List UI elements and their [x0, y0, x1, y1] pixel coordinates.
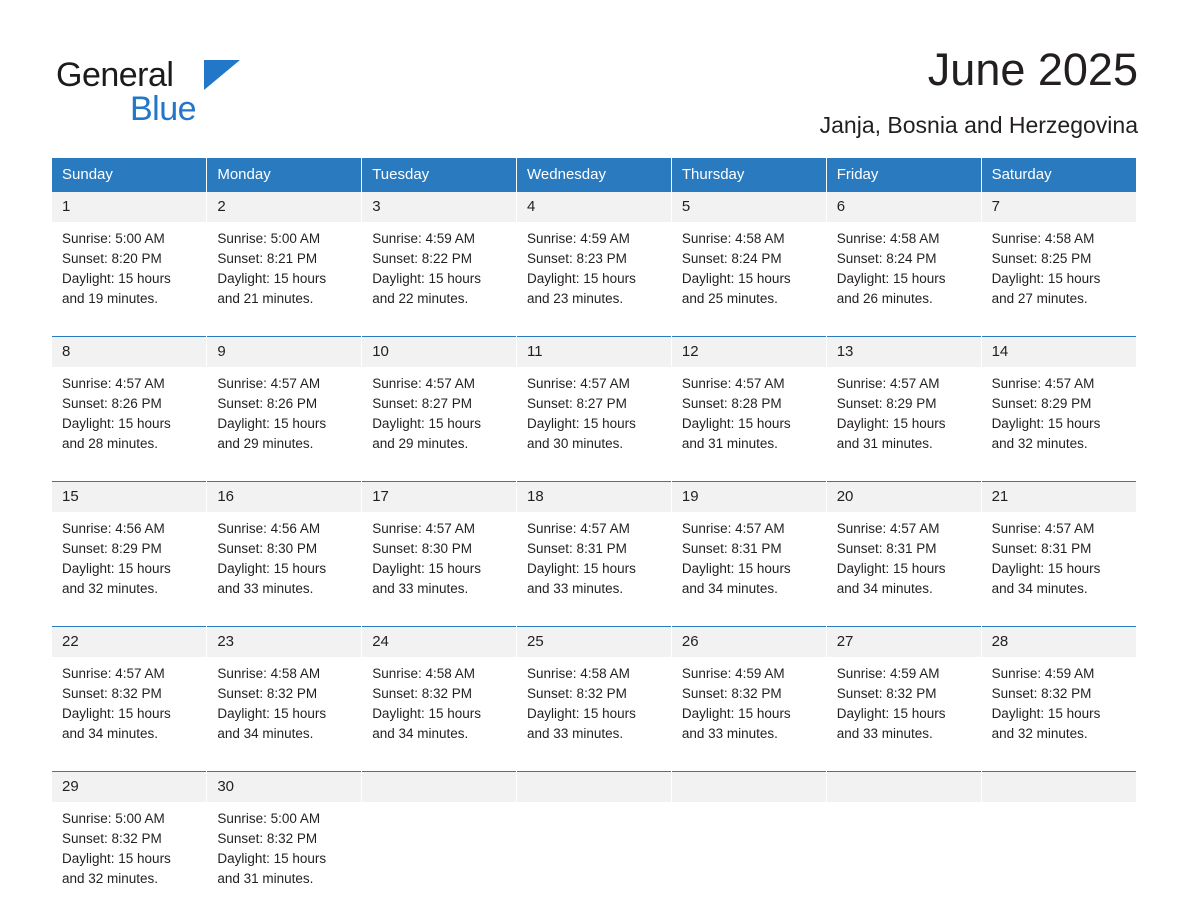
- daylight-text-line2: and 32 minutes.: [991, 726, 1088, 741]
- daylight-text-line2: and 32 minutes.: [62, 871, 159, 886]
- daylight-text-line1: Daylight: 15 hours: [527, 561, 636, 576]
- sunset-text: Sunset: 8:25 PM: [991, 251, 1092, 266]
- day-details: [207, 367, 361, 454]
- day-number: 6: [827, 191, 981, 222]
- calendar-day-cell[interactable]: [671, 481, 826, 614]
- weekday-header-row: [52, 158, 1136, 191]
- sunset-text: Sunset: 8:29 PM: [836, 396, 937, 411]
- daylight-text-line1: Daylight: 15 hours: [217, 271, 327, 286]
- daylight-text-line2: and 34 minutes.: [991, 581, 1088, 596]
- week-spacer: [52, 324, 1136, 336]
- week-spacer: [52, 759, 1136, 771]
- day-details: [982, 367, 1136, 454]
- week-spacer: [52, 469, 1136, 481]
- daylight-text-line2: and 32 minutes.: [991, 436, 1088, 451]
- calendar-week-row: [52, 626, 1136, 759]
- daylight-text-line1: Daylight: 15 hours: [62, 416, 171, 431]
- sunset-text: Sunset: 8:32 PM: [62, 686, 162, 701]
- sunrise-text: Sunrise: 4:59 AM: [681, 666, 785, 681]
- day-details: [52, 367, 206, 454]
- daylight-text-line2: and 27 minutes.: [991, 291, 1088, 306]
- day-number: 15: [52, 481, 206, 512]
- day-details: [672, 222, 826, 309]
- daylight-text-line1: Daylight: 15 hours: [836, 416, 946, 431]
- daylight-text-line1: Daylight: 15 hours: [62, 706, 171, 721]
- day-details: [517, 222, 671, 309]
- sunset-text: Sunset: 8:26 PM: [62, 396, 162, 411]
- sunrise-text: Sunrise: 4:58 AM: [372, 666, 475, 681]
- daylight-text-line1: Daylight: 15 hours: [681, 561, 791, 576]
- daylight-text-line1: Daylight: 15 hours: [681, 416, 791, 431]
- sunset-text: Sunset: 8:27 PM: [527, 396, 627, 411]
- daylight-text-line1: Daylight: 15 hours: [372, 706, 481, 721]
- daylight-text-line1: Daylight: 15 hours: [991, 271, 1101, 286]
- day-number: 19: [672, 481, 826, 512]
- week-spacer-cell: [52, 759, 1136, 771]
- day-number: 1: [52, 191, 206, 222]
- daylight-text-line2: and 28 minutes.: [62, 436, 159, 451]
- day-details: [517, 367, 671, 454]
- day-number: 17: [362, 481, 516, 512]
- day-number: 28: [982, 626, 1136, 657]
- weekday-header-thursday: Thursday: [671, 158, 826, 191]
- sunrise-text: Sunrise: 4:59 AM: [836, 666, 940, 681]
- sunset-text: Sunset: 8:31 PM: [836, 541, 937, 556]
- week-spacer-cell: [52, 324, 1136, 336]
- daylight-text-line2: and 26 minutes.: [836, 291, 933, 306]
- sunset-text: Sunset: 8:30 PM: [372, 541, 472, 556]
- day-number: 18: [517, 481, 671, 512]
- daylight-text-line1: Daylight: 15 hours: [991, 561, 1101, 576]
- day-number: 9: [207, 336, 361, 367]
- day-number: 4: [517, 191, 671, 222]
- day-number: 3: [362, 191, 516, 222]
- daylight-text-line2: and 19 minutes.: [62, 291, 159, 306]
- sunset-text: Sunset: 8:32 PM: [991, 686, 1092, 701]
- calendar-week-row: [52, 771, 1136, 904]
- calendar-day-cell[interactable]: [362, 481, 517, 614]
- day-number: [672, 771, 826, 802]
- sunset-text: Sunset: 8:24 PM: [681, 251, 782, 266]
- day-number: 7: [982, 191, 1136, 222]
- sunrise-text: Sunrise: 4:57 AM: [527, 521, 630, 536]
- day-number: 30: [207, 771, 361, 802]
- daylight-text-line1: Daylight: 15 hours: [836, 706, 946, 721]
- day-details: [982, 512, 1136, 599]
- calendar-day-cell[interactable]: [981, 626, 1136, 759]
- day-details: [672, 657, 826, 744]
- daylight-text-line1: Daylight: 15 hours: [217, 561, 327, 576]
- sunset-text: Sunset: 8:32 PM: [527, 686, 627, 701]
- general-blue-logo: [52, 52, 272, 128]
- sunset-text: Sunset: 8:32 PM: [217, 831, 318, 846]
- day-details: [207, 657, 361, 744]
- daylight-text-line2: and 30 minutes.: [527, 436, 624, 451]
- daylight-text-line2: and 33 minutes.: [372, 581, 469, 596]
- day-number: 11: [517, 336, 671, 367]
- day-details: [672, 512, 826, 599]
- daylight-text-line1: Daylight: 15 hours: [62, 271, 171, 286]
- calendar-day-cell[interactable]: [362, 191, 517, 324]
- sunset-text: Sunset: 8:22 PM: [372, 251, 472, 266]
- sunrise-text: Sunrise: 4:57 AM: [991, 521, 1095, 536]
- daylight-text-line1: Daylight: 15 hours: [372, 561, 481, 576]
- calendar-day-cell[interactable]: [981, 336, 1136, 469]
- day-number: 23: [207, 626, 361, 657]
- daylight-text-line2: and 32 minutes.: [62, 581, 159, 596]
- sunset-text: Sunset: 8:26 PM: [217, 396, 318, 411]
- calendar-day-cell[interactable]: [207, 481, 362, 614]
- weekday-header-tuesday: Tuesday: [362, 158, 517, 191]
- sunset-text: Sunset: 8:32 PM: [681, 686, 782, 701]
- calendar-day-cell[interactable]: [517, 191, 672, 324]
- day-details: [517, 657, 671, 744]
- day-details: [362, 222, 516, 309]
- day-details: [362, 512, 516, 599]
- day-number: [362, 771, 516, 802]
- day-number: 21: [982, 481, 1136, 512]
- day-number: 24: [362, 626, 516, 657]
- daylight-text-line2: and 31 minutes.: [217, 871, 314, 886]
- sunset-text: Sunset: 8:30 PM: [217, 541, 318, 556]
- daylight-text-line1: Daylight: 15 hours: [217, 416, 327, 431]
- calendar-day-cell[interactable]: [826, 336, 981, 469]
- calendar-day-cell[interactable]: [517, 336, 672, 469]
- page-header: [52, 44, 1138, 144]
- day-number: 26: [672, 626, 826, 657]
- daylight-text-line2: and 34 minutes.: [836, 581, 933, 596]
- sunrise-text: Sunrise: 5:00 AM: [217, 231, 321, 246]
- weekday-header-saturday: Saturday: [981, 158, 1136, 191]
- daylight-text-line2: and 34 minutes.: [681, 581, 778, 596]
- daylight-text-line2: and 22 minutes.: [372, 291, 469, 306]
- daylight-text-line1: Daylight: 15 hours: [681, 706, 791, 721]
- week-spacer-cell: [52, 469, 1136, 481]
- daylight-text-line2: and 33 minutes.: [681, 726, 778, 741]
- sunrise-text: Sunrise: 4:58 AM: [527, 666, 630, 681]
- daylight-text-line2: and 31 minutes.: [836, 436, 933, 451]
- daylight-text-line1: Daylight: 15 hours: [836, 561, 946, 576]
- sunrise-text: Sunrise: 4:59 AM: [991, 666, 1095, 681]
- calendar-week-row: [52, 481, 1136, 614]
- sunrise-text: Sunrise: 4:57 AM: [217, 376, 321, 391]
- weekday-header-monday: Monday: [207, 158, 362, 191]
- sunrise-text: Sunrise: 4:57 AM: [372, 376, 475, 391]
- logo-triangle-icon: [204, 60, 240, 90]
- location-subtitle: Janja, Bosnia and Herzegovina: [819, 112, 1138, 138]
- calendar-day-cell[interactable]: [826, 626, 981, 759]
- daylight-text-line1: Daylight: 15 hours: [527, 416, 636, 431]
- calendar-day-cell-empty: [671, 771, 826, 904]
- calendar-day-cell[interactable]: [52, 771, 207, 904]
- sunrise-text: Sunrise: 4:56 AM: [62, 521, 165, 536]
- sunrise-text: Sunrise: 4:59 AM: [527, 231, 630, 246]
- sunset-text: Sunset: 8:21 PM: [217, 251, 318, 266]
- calendar-day-cell[interactable]: [362, 626, 517, 759]
- sunrise-text: Sunrise: 4:57 AM: [62, 376, 165, 391]
- sunrise-text: Sunrise: 4:58 AM: [991, 231, 1095, 246]
- calendar-day-cell[interactable]: [517, 626, 672, 759]
- daylight-text-line2: and 34 minutes.: [62, 726, 159, 741]
- day-details: [52, 802, 206, 889]
- day-details: [672, 367, 826, 454]
- sunset-text: Sunset: 8:31 PM: [991, 541, 1092, 556]
- calendar-day-cell[interactable]: [207, 336, 362, 469]
- daylight-text-line1: Daylight: 15 hours: [991, 706, 1101, 721]
- day-details: [207, 512, 361, 599]
- weekday-header-wednesday: Wednesday: [517, 158, 672, 191]
- sunrise-text: Sunrise: 4:57 AM: [991, 376, 1095, 391]
- week-spacer-cell: [52, 614, 1136, 626]
- calendar-day-cell[interactable]: [52, 481, 207, 614]
- sunset-text: Sunset: 8:24 PM: [836, 251, 937, 266]
- calendar-day-cell[interactable]: [826, 191, 981, 324]
- sunrise-text: Sunrise: 5:00 AM: [62, 231, 165, 246]
- calendar-day-cell[interactable]: [671, 626, 826, 759]
- day-details: [52, 222, 206, 309]
- calendar-day-cell[interactable]: [517, 481, 672, 614]
- calendar-day-cell[interactable]: [671, 336, 826, 469]
- logo-text-general: General: [56, 56, 174, 94]
- daylight-text-line1: Daylight: 15 hours: [372, 416, 481, 431]
- daylight-text-line2: and 33 minutes.: [217, 581, 314, 596]
- day-number: 2: [207, 191, 361, 222]
- daylight-text-line2: and 23 minutes.: [527, 291, 624, 306]
- calendar-day-cell[interactable]: [52, 191, 207, 324]
- calendar-day-cell-empty: [517, 771, 672, 904]
- day-details: [982, 657, 1136, 744]
- sunset-text: Sunset: 8:29 PM: [62, 541, 162, 556]
- sunrise-text: Sunrise: 5:00 AM: [217, 811, 321, 826]
- daylight-text-line1: Daylight: 15 hours: [217, 706, 327, 721]
- calendar-day-cell-empty: [362, 771, 517, 904]
- sunrise-text: Sunrise: 4:59 AM: [372, 231, 475, 246]
- daylight-text-line1: Daylight: 15 hours: [527, 271, 636, 286]
- sunset-text: Sunset: 8:32 PM: [217, 686, 318, 701]
- daylight-text-line2: and 33 minutes.: [527, 726, 624, 741]
- day-number: 8: [52, 336, 206, 367]
- day-details: [827, 512, 981, 599]
- day-number: [517, 771, 671, 802]
- calendar-day-cell[interactable]: [671, 191, 826, 324]
- calendar-week-row: [52, 336, 1136, 469]
- sunset-text: Sunset: 8:23 PM: [527, 251, 627, 266]
- day-number: [827, 771, 981, 802]
- calendar-day-cell[interactable]: [207, 626, 362, 759]
- calendar-day-cell[interactable]: [981, 191, 1136, 324]
- day-number: 16: [207, 481, 361, 512]
- sunset-text: Sunset: 8:20 PM: [62, 251, 162, 266]
- day-number: 27: [827, 626, 981, 657]
- weekday-header-friday: Friday: [826, 158, 981, 191]
- day-number: 20: [827, 481, 981, 512]
- day-number: 14: [982, 336, 1136, 367]
- day-number: 22: [52, 626, 206, 657]
- day-details: [52, 657, 206, 744]
- day-details: [362, 367, 516, 454]
- sunrise-text: Sunrise: 4:57 AM: [836, 376, 940, 391]
- calendar-day-cell[interactable]: [52, 626, 207, 759]
- day-number: 12: [672, 336, 826, 367]
- calendar-day-cell-empty: [826, 771, 981, 904]
- sunrise-text: Sunrise: 4:58 AM: [681, 231, 785, 246]
- daylight-text-line2: and 31 minutes.: [681, 436, 778, 451]
- sunrise-text: Sunrise: 4:56 AM: [217, 521, 321, 536]
- sunset-text: Sunset: 8:32 PM: [836, 686, 937, 701]
- day-details: [827, 222, 981, 309]
- day-number: 13: [827, 336, 981, 367]
- daylight-text-line1: Daylight: 15 hours: [527, 706, 636, 721]
- day-details: [52, 512, 206, 599]
- daylight-text-line2: and 25 minutes.: [681, 291, 778, 306]
- day-details: [207, 802, 361, 889]
- daylight-text-line1: Daylight: 15 hours: [217, 851, 327, 866]
- week-spacer: [52, 614, 1136, 626]
- daylight-text-line2: and 33 minutes.: [836, 726, 933, 741]
- logo-text-blue: Blue: [130, 90, 197, 128]
- daylight-text-line1: Daylight: 15 hours: [372, 271, 481, 286]
- weekday-header-sunday: Sunday: [52, 158, 207, 191]
- calendar-week-row: [52, 191, 1136, 324]
- daylight-text-line2: and 29 minutes.: [217, 436, 314, 451]
- sunrise-text: Sunrise: 4:58 AM: [217, 666, 321, 681]
- day-details: [362, 657, 516, 744]
- day-number: 29: [52, 771, 206, 802]
- day-details: [517, 512, 671, 599]
- daylight-text-line1: Daylight: 15 hours: [62, 561, 171, 576]
- sunrise-text: Sunrise: 4:57 AM: [681, 521, 785, 536]
- sunset-text: Sunset: 8:28 PM: [681, 396, 782, 411]
- calendar-day-cell[interactable]: [52, 336, 207, 469]
- sunrise-text: Sunrise: 4:57 AM: [836, 521, 940, 536]
- daylight-text-line1: Daylight: 15 hours: [836, 271, 946, 286]
- sunset-text: Sunset: 8:32 PM: [372, 686, 472, 701]
- day-details: [207, 222, 361, 309]
- daylight-text-line1: Daylight: 15 hours: [62, 851, 171, 866]
- calendar-day-cell[interactable]: [362, 336, 517, 469]
- sunrise-text: Sunrise: 4:57 AM: [372, 521, 475, 536]
- day-number: 10: [362, 336, 516, 367]
- sunset-text: Sunset: 8:31 PM: [681, 541, 782, 556]
- page-title: June 2025: [927, 44, 1138, 95]
- day-details: [982, 222, 1136, 309]
- day-number: 5: [672, 191, 826, 222]
- sunset-text: Sunset: 8:29 PM: [991, 396, 1092, 411]
- day-details: [827, 367, 981, 454]
- day-number: 25: [517, 626, 671, 657]
- sunset-text: Sunset: 8:32 PM: [62, 831, 162, 846]
- daylight-text-line2: and 33 minutes.: [527, 581, 624, 596]
- calendar-day-cell[interactable]: [207, 191, 362, 324]
- daylight-text-line2: and 34 minutes.: [372, 726, 469, 741]
- day-details: [827, 657, 981, 744]
- calendar-day-cell[interactable]: [207, 771, 362, 904]
- sunset-text: Sunset: 8:27 PM: [372, 396, 472, 411]
- calendar-day-cell[interactable]: [826, 481, 981, 614]
- sunrise-sunset-calendar: [52, 158, 1136, 904]
- sunrise-text: Sunrise: 4:57 AM: [681, 376, 785, 391]
- day-number: [982, 771, 1136, 802]
- calendar-day-cell[interactable]: [981, 481, 1136, 614]
- sunrise-text: Sunrise: 4:58 AM: [836, 231, 940, 246]
- sunrise-text: Sunrise: 4:57 AM: [527, 376, 630, 391]
- sunset-text: Sunset: 8:31 PM: [527, 541, 627, 556]
- daylight-text-line1: Daylight: 15 hours: [681, 271, 791, 286]
- daylight-text-line2: and 34 minutes.: [217, 726, 314, 741]
- sunrise-text: Sunrise: 4:57 AM: [62, 666, 165, 681]
- daylight-text-line1: Daylight: 15 hours: [991, 416, 1101, 431]
- daylight-text-line2: and 21 minutes.: [217, 291, 314, 306]
- calendar-day-cell-empty: [981, 771, 1136, 904]
- daylight-text-line2: and 29 minutes.: [372, 436, 469, 451]
- sunrise-text: Sunrise: 5:00 AM: [62, 811, 165, 826]
